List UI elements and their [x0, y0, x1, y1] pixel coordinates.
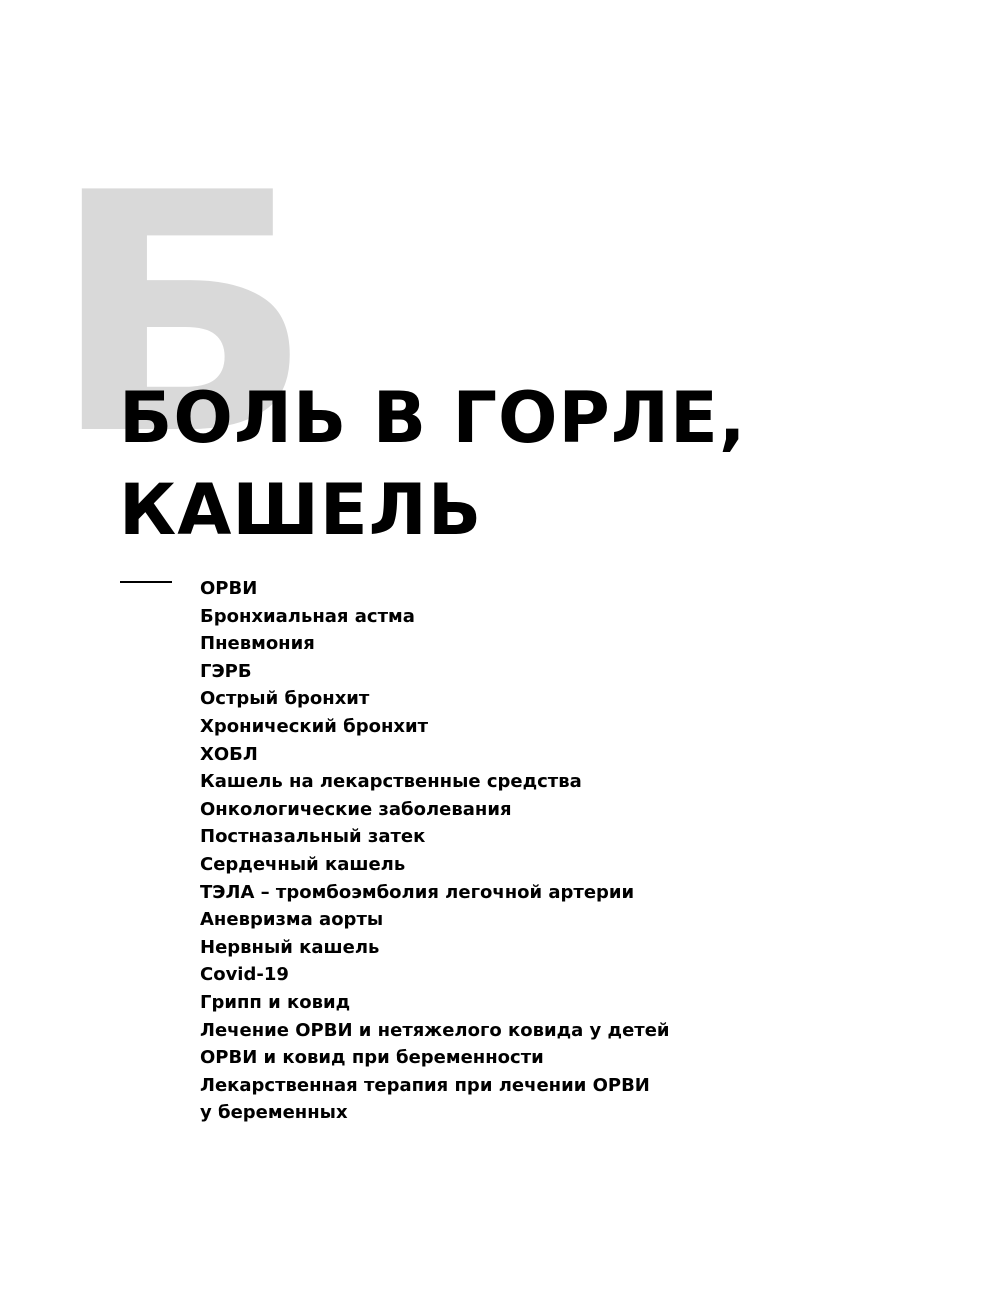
- contents-item: ОРВИ и ковид при беременности: [200, 1047, 544, 1069]
- divider-line: [120, 581, 172, 583]
- contents-item: Сердечный кашель: [200, 853, 406, 875]
- contents-item: ХОБЛ: [200, 743, 258, 765]
- contents-item: Аневризма аорты: [200, 909, 384, 931]
- chapter-title-line-2: КАШЕЛЬ: [119, 469, 483, 551]
- contents-item: Онкологические заболевания: [200, 798, 512, 820]
- contents-item: Лечение ОРВИ и нетяжелого ковида у детей: [200, 1019, 670, 1041]
- chapter-title-line-1: БОЛЬ В ГОРЛЕ,: [119, 377, 747, 459]
- contents-item: ГЭРБ: [200, 660, 252, 682]
- contents-item: Пневмония: [200, 633, 315, 655]
- contents-item: Бронхиальная астма: [200, 605, 415, 627]
- contents-item: Хронический бронхит: [200, 715, 429, 737]
- contents-item: Нервный кашель: [200, 936, 380, 958]
- chapter-title: [119, 372, 746, 556]
- contents-item: Острый бронхит: [200, 688, 370, 710]
- contents-item: ОРВИ: [200, 578, 258, 599]
- chapter-letter: Б: [50, 123, 304, 507]
- contents-item: Covid-19: [200, 964, 289, 986]
- contents-item: Постназальный затек: [200, 826, 426, 848]
- contents-item: Грипп и ковид: [200, 991, 351, 1013]
- contents-item: Кашель на лекарственные средства: [200, 771, 582, 793]
- contents-item: ТЭЛА – тромбоэмболия легочной артерии: [200, 881, 635, 903]
- contents-list: [200, 575, 670, 1127]
- contents-item: Лекарственная терапия при лечении ОРВИ у беременных: [200, 1074, 650, 1124]
